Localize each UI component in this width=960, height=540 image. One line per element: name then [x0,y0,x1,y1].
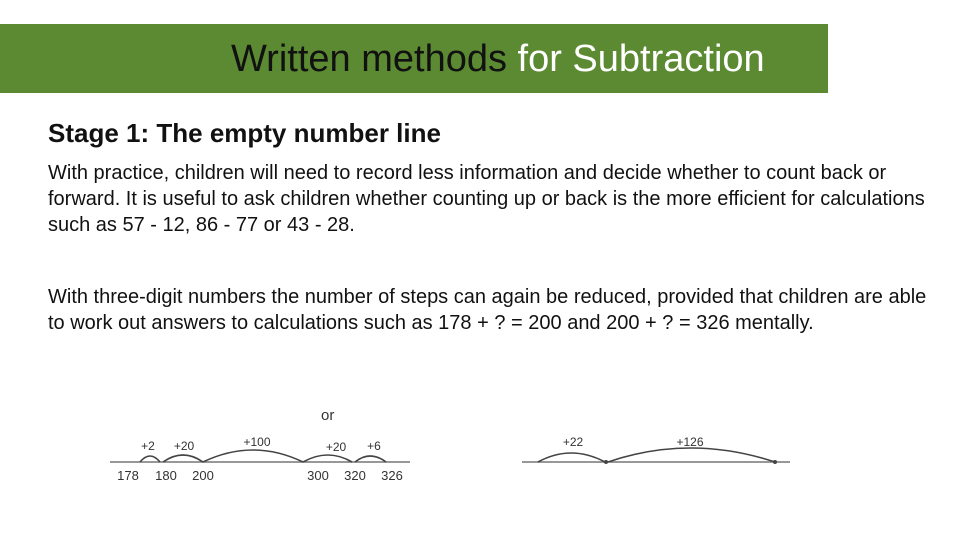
or-label: or [321,407,335,424]
tick-label-3: 200 [192,468,214,483]
number-line-2-point-2 [773,460,777,464]
slide-title [231,36,765,82]
jump-label-3: +100 [243,435,271,449]
jump-arc-2 [163,455,203,462]
jump-arc-4 [303,455,352,462]
tick-label-6: 326 [381,468,403,483]
jump-label-4: +20 [325,440,347,454]
number-line-2-point-1 [604,460,608,464]
number-line-diagram [0,426,960,490]
jump-label-5: +6 [367,439,381,453]
tick-label-1: 178 [117,468,139,483]
tick-label-2: 180 [155,468,177,483]
title-text-main: Written methods [231,38,518,80]
stage-heading: Stage 1: The empty number line [48,118,441,148]
number-lines-svg [0,426,960,490]
tick-label-5: 320 [344,468,366,483]
paragraph-three-digit: With three-digit numbers the number of steps can again be reduced, provided that children are able to work out answers to calculations such as 178 + ? = 200 and 200 + ? = 326 mentally. [48,286,927,334]
jump-arc-5 [355,456,386,462]
title-text-accent: for Subtraction [517,38,765,80]
jump-label-1: +2 [141,439,155,453]
jump-arc-7 [608,448,775,462]
tick-label-4: 300 [307,468,329,483]
paragraph-counting: With practice, children will need to record less information and decide whether to count back or forward. It is useful to ask children whether counting up or back is the more efficient for calculations such as 57 - 12, 86 - 77 or 43 - 28. [48,162,925,236]
jump-label-2: +20 [173,439,195,453]
jump-label-6: +22 [562,435,584,449]
jump-arc-6 [538,453,605,462]
jump-arc-1 [140,456,160,462]
jump-arc-3 [203,450,303,462]
jump-label-7: +126 [676,435,704,449]
